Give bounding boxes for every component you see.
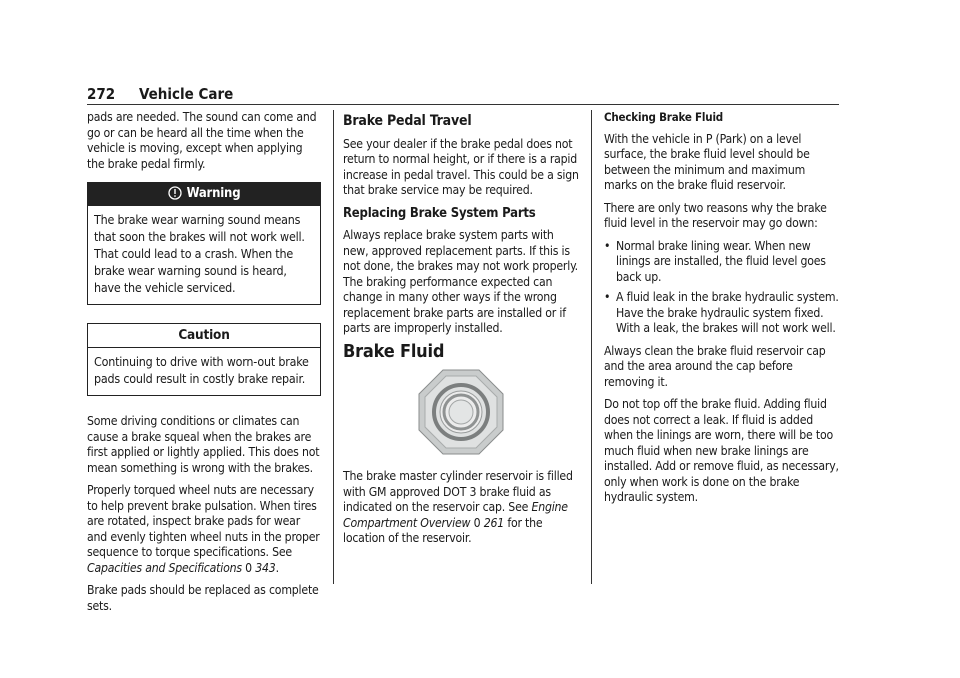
wheel-nuts-text: Properly torqued wheel nuts are necessary to help prevent brake pulsation. When tires are rotated, inspect brake pads for wear and evenly tighten wheel nuts in the proper sequence to torque specifications. See [87,483,320,559]
ref-page-343[interactable]: 343 [255,560,276,575]
heading-replacing-parts: Replacing Brake System Parts [343,205,536,221]
list-item-text: A fluid leak in the brake hydraulic system. Have the brake hydraulic system fixed. With a leak, the brakes will not work well. [616,290,839,335]
reasons-list [604,239,840,337]
caution-title: Caution [88,324,320,349]
paragraph-two-reasons: There are only two reasons why the brake fluid level in the reservoir may go down: [604,200,827,230]
column-2 [343,110,579,554]
column-divider-2 [591,110,592,584]
warning-box [87,182,321,305]
ref-symbol: 0 [473,515,481,530]
paragraph-clean-cap: Always clean the brake fluid reservoir cap and the area around the cap before removing it. [604,343,826,389]
paragraph-replace-sets: Brake pads should be replaced as complete sets. [87,583,319,613]
ref-page-261[interactable]: 261 [483,515,505,530]
octagon-cap-icon [418,369,504,455]
column-1 [87,110,321,621]
location-text: for the location of the reservoir. [343,515,543,545]
heading-checking-fluid: Checking Brake Fluid [604,110,723,124]
list-item [604,290,840,337]
master-cylinder-text: The brake master cylinder reservoir is filled with GM approved DOT 3 brake fluid as indicated on the reservoir cap. See [343,469,573,514]
section-title: Vehicle Care [139,85,234,103]
page-header [87,84,839,106]
caution-body: Continuing to drive with worn-out brake pads could result in costly brake repair. [94,354,309,386]
list-item-text: Normal brake lining wear. When new linings are installed, the fluid level goes back up. [616,238,826,284]
bullet-icon: • [604,238,611,253]
brake-fluid-cap-icon [343,369,579,459]
paragraph-replacing-parts: Always replace brake system parts with new, approved replacement parts. If this is not done, the brakes may not work properly. The braking performance expected can change in many other ways if the wrong replacement brake parts are installed or if parts are improperly installed. [343,228,578,335]
header-rule [87,104,839,105]
warning-body: The brake wear warning sound means that soon the brakes will not work well. That could lead to a crash. When the brake wear warning sound is heard, have the vehicle serviced. [94,211,305,295]
caution-box [87,323,321,397]
heading-brake-pedal-travel: Brake Pedal Travel [343,113,472,129]
page-number: 272 [87,85,116,103]
column-3 [604,110,840,513]
period: . [275,560,279,575]
paragraph-brake-sound: pads are needed. The sound can come and go or can be heard all the time when the vehicle is moving, except when applying the brake pedal firmly. [87,110,317,171]
warning-icon [168,186,182,200]
paragraph-master-cylinder [343,469,579,547]
link-capacities[interactable]: Capacities and Specifications [87,560,242,575]
warning-title: Warning [186,186,241,201]
heading-brake-fluid: Brake Fluid [343,340,445,362]
warning-header [88,183,320,206]
bullet-icon: • [604,290,611,304]
paragraph-pedal-travel: See your dealer if the brake pedal does not return to normal height, or if there is a rapid increase in pedal travel. This could be a sign that brake service may be required. [343,136,579,197]
paragraph-squeal: Some driving conditions or climates can cause a brake squeal when the brakes are first applied or lightly applied. This does not mean something is wrong with the brakes. [87,414,320,475]
link-engine-compartment[interactable]: Engine Compartment Overview [343,500,568,530]
column-divider-1 [333,110,334,584]
list-item [604,239,840,286]
paragraph-fluid-level: With the vehicle in P (Park) on a level surface, the brake fluid level should be between the minimum and maximum marks on the brake fluid reservoir. [604,131,810,192]
paragraph-top-off: Do not top off the brake fluid. Adding fluid does not correct a leak. If fluid is added when the linings are worn, there will be too much fluid when new brake linings are installed. Add or remove fluid, as necessary, only when work is done on the brake hydraulic system. [604,397,839,504]
ref-symbol: 0 [245,560,252,575]
paragraph-wheel-nuts [87,483,321,576]
